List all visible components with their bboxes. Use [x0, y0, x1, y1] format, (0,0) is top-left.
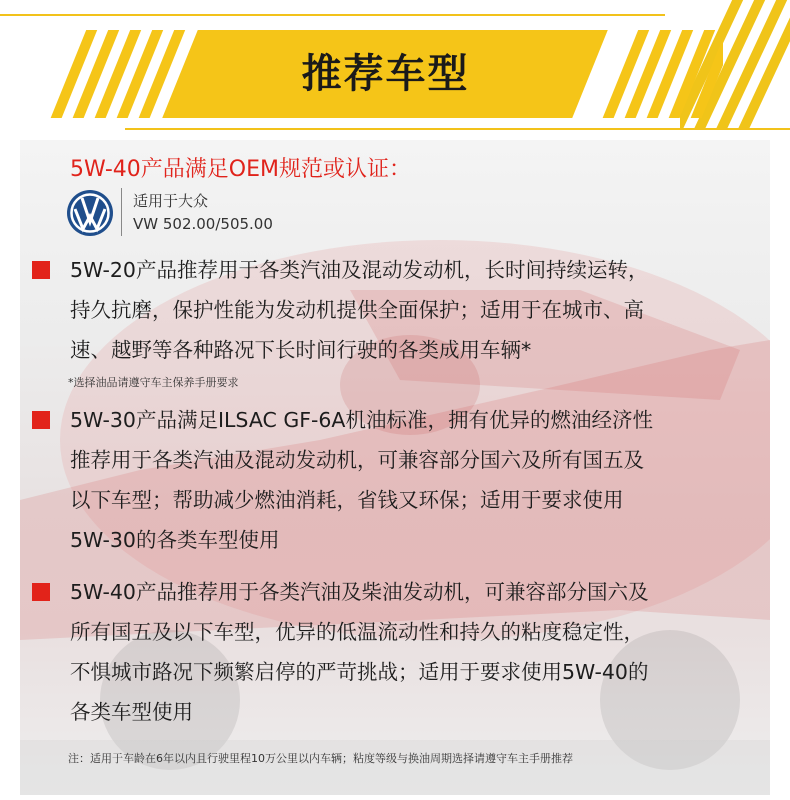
bullet-icon — [32, 261, 50, 279]
title-banner — [48, 30, 723, 118]
content-panel — [20, 140, 770, 795]
item-line: 5W-30的各类车型使用 — [70, 528, 280, 552]
item-line: 所有国五及以下车型，优异的低温流动性和持久的粘度稳定性， — [70, 620, 644, 644]
bullet-icon — [32, 583, 50, 601]
vw-spec: VW 502.00/505.00 — [133, 215, 273, 233]
vw-applicability: 适用于大众 — [133, 192, 209, 210]
item-line: 持久抗磨，保护性能为发动机提供全面保护；适用于在城市、高 — [70, 298, 644, 322]
top-accent-line — [0, 14, 665, 16]
footnote: 注：适用于车龄在6年以内且行驶里程10万公里以内车辆；粘度等级与换油周期选择请遵守车主手册推荐 — [68, 752, 573, 765]
item-5w20 — [70, 250, 760, 370]
item-line: 不惧城市路况下频繁启停的严苛挑战；适用于要求使用5W-40的 — [70, 660, 649, 684]
item-line: 5W-30产品满足ILSAC GF-6A机油标准，拥有优异的燃油经济性 — [70, 408, 653, 432]
volkswagen-logo-icon — [66, 189, 114, 237]
item-line: 以下车型；帮助减少燃油消耗，省钱又环保；适用于要求使用 — [70, 488, 624, 512]
item-line: 推荐用于各类汽油及混动发动机，可兼容部分国六及所有国五及 — [70, 448, 644, 472]
bottom-accent-line — [125, 128, 790, 130]
item-line: 5W-20产品推荐用于各类汽油及混动发动机，长时间持续运转， — [70, 258, 649, 282]
oem-heading: 5W-40产品满足OEM规范或认证： — [70, 157, 411, 182]
item-line: 速、越野等各种路况下长时间行驶的各类成用车辆* — [70, 338, 532, 362]
item-line: 各类车型使用 — [70, 700, 193, 724]
item-5w30 — [70, 400, 760, 560]
logo-divider — [121, 188, 122, 236]
item-line: 5W-40产品推荐用于各类汽油及柴油发动机，可兼容部分国六及 — [70, 580, 649, 604]
bullet-icon — [32, 411, 50, 429]
page-title: 推荐车型 — [301, 51, 470, 97]
item-note: *选择油品请遵守车主保养手册要求 — [68, 376, 239, 389]
item-5w40 — [70, 572, 760, 732]
